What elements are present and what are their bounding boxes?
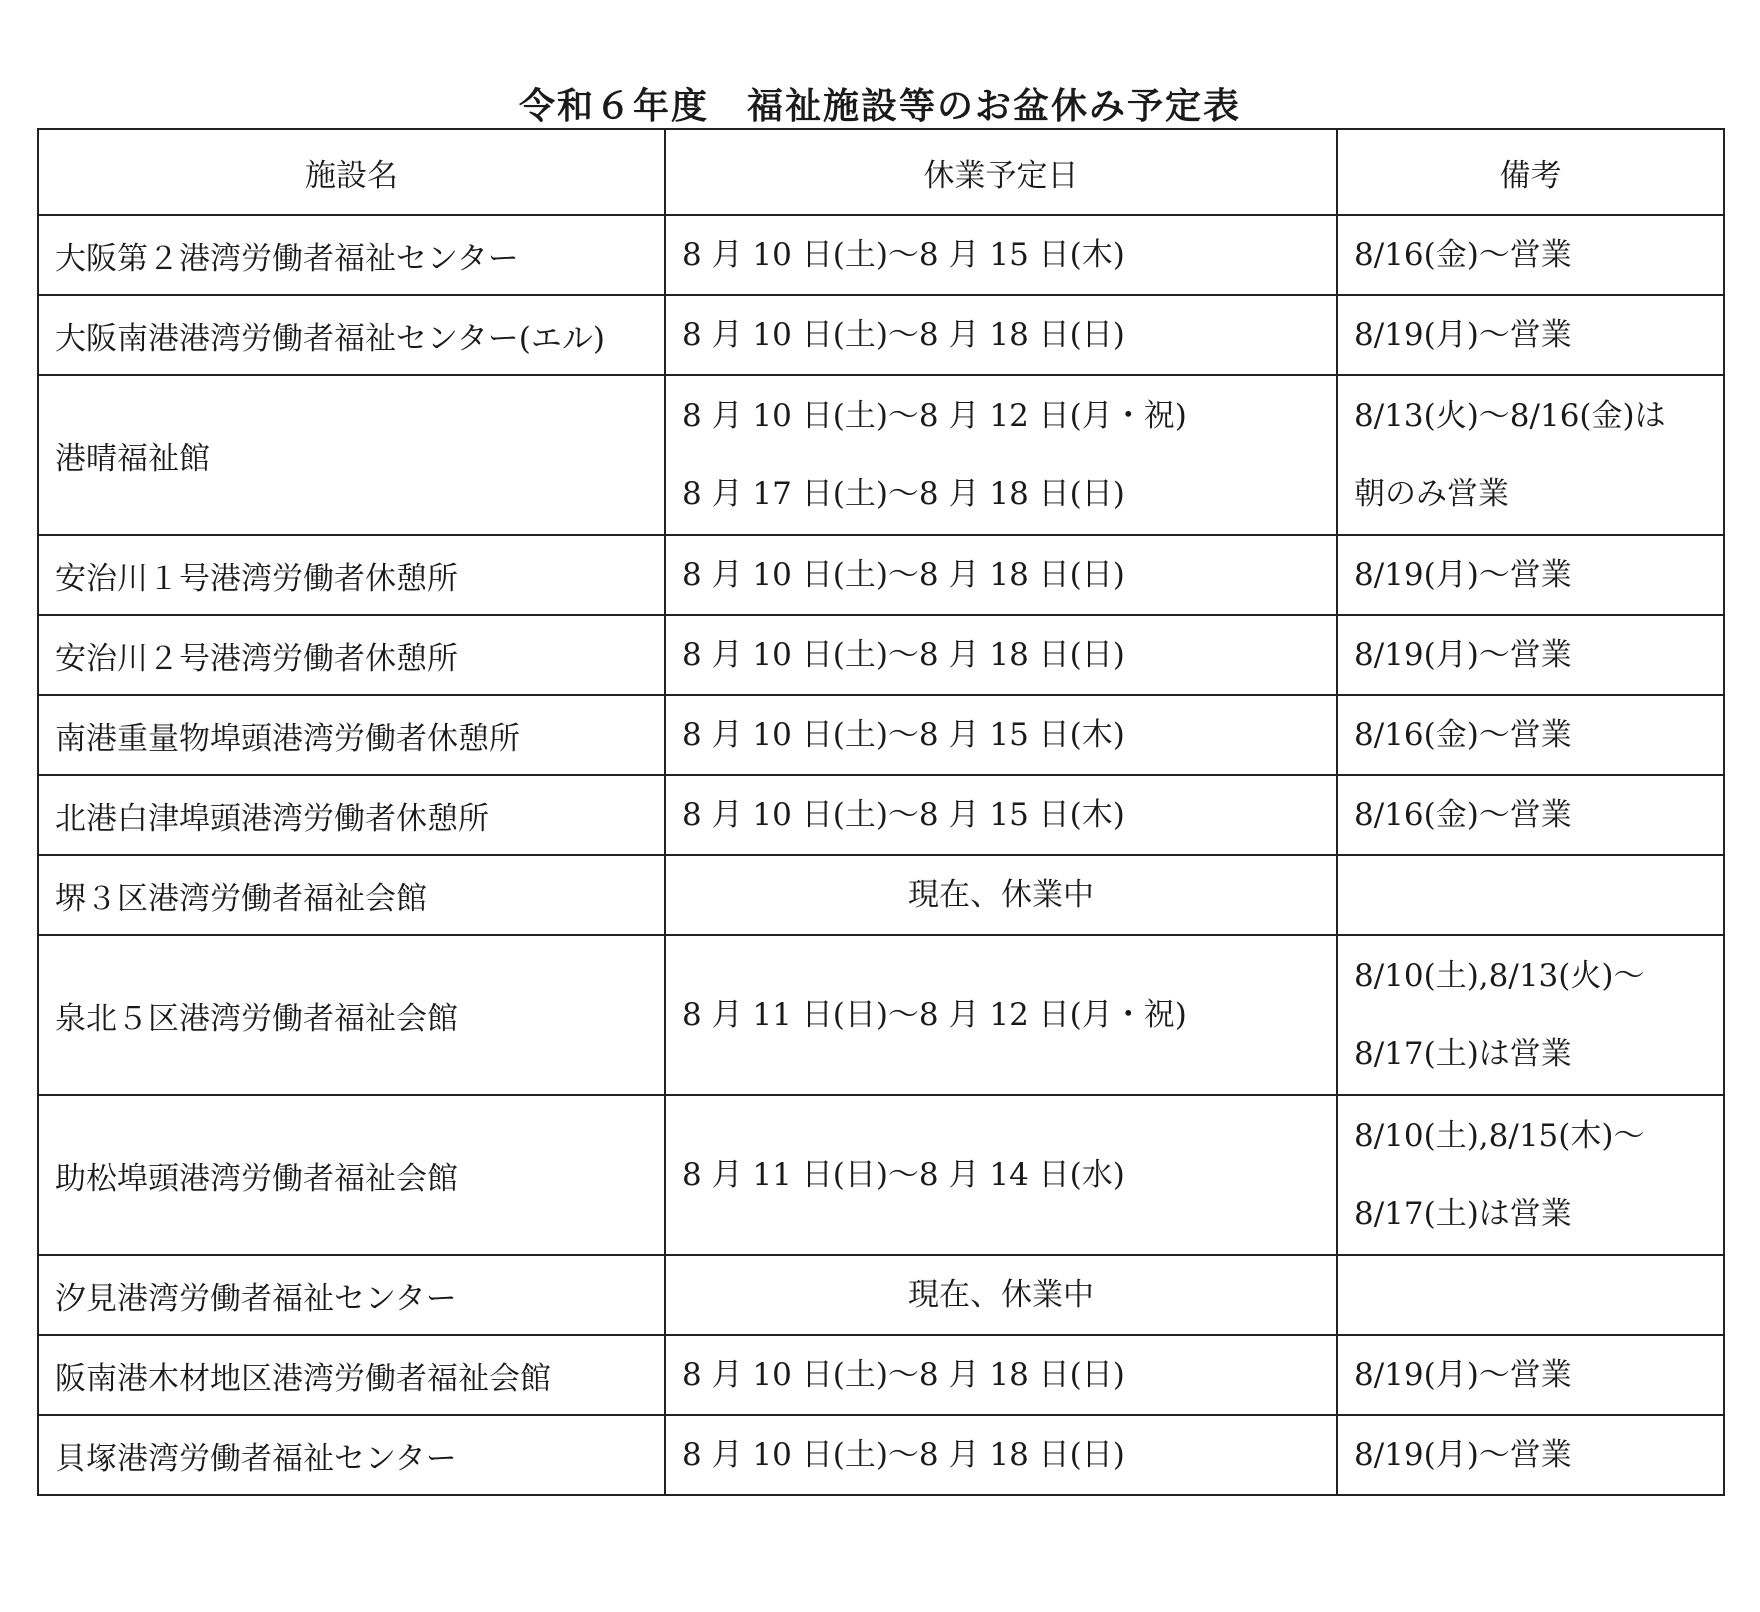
table-row xyxy=(38,855,1724,935)
closed-dates-cell xyxy=(665,1415,1337,1495)
closed-dates-cell xyxy=(665,775,1337,855)
facility-name: 汐見港湾労働者福祉センター xyxy=(38,1255,665,1335)
remarks-cell xyxy=(1337,1095,1724,1255)
remark-line: 8/10(土),8/13(火)～ xyxy=(1354,958,1645,994)
facility-name: 泉北５区港湾労働者福祉会館 xyxy=(38,935,665,1095)
remark-line: 8/19(月)～営業 xyxy=(1354,317,1572,353)
closed-dates-cell xyxy=(665,935,1337,1095)
remarks-cell xyxy=(1337,935,1724,1095)
table-row xyxy=(38,1095,1724,1255)
closed-date-line: 8 月 10 日(土)～8 月 18 日(日) xyxy=(682,1437,1125,1473)
table-row xyxy=(38,775,1724,855)
closed-dates-cell xyxy=(665,215,1337,295)
table-row xyxy=(38,375,1724,535)
facility-name: 南港重量物埠頭港湾労働者休憩所 xyxy=(38,695,665,775)
closed-date-line: 8 月 17 日(土)～8 月 18 日(日) xyxy=(682,476,1125,512)
table-row xyxy=(38,215,1724,295)
remark-line: 朝のみ営業 xyxy=(1354,476,1509,512)
remarks-cell xyxy=(1337,855,1724,935)
table-row xyxy=(38,935,1724,1095)
remarks-cell xyxy=(1337,215,1724,295)
closed-date-line: 8 月 10 日(土)～8 月 18 日(日) xyxy=(682,1357,1125,1393)
remarks-cell xyxy=(1337,1255,1724,1335)
remarks-cell xyxy=(1337,775,1724,855)
closed-dates-cell xyxy=(665,535,1337,615)
closed-dates-cell xyxy=(665,375,1337,535)
remarks-cell xyxy=(1337,615,1724,695)
facility-name: 安治川１号港湾労働者休憩所 xyxy=(38,535,665,615)
table-row xyxy=(38,695,1724,775)
remarks-cell xyxy=(1337,1335,1724,1415)
remark-line: 8/19(月)～営業 xyxy=(1354,1357,1572,1393)
remarks-cell xyxy=(1337,295,1724,375)
table-header-row xyxy=(38,129,1724,215)
facility-name: 北港白津埠頭港湾労働者休憩所 xyxy=(38,775,665,855)
closed-date-line: 8 月 10 日(土)～8 月 15 日(木) xyxy=(682,237,1125,273)
closed-date-line: 8 月 10 日(土)～8 月 15 日(木) xyxy=(682,717,1125,753)
closed-date-line: 8 月 11 日(日)～8 月 14 日(水) xyxy=(682,1157,1125,1193)
remarks-cell xyxy=(1337,375,1724,535)
facility-name: 大阪南港港湾労働者福祉センター(エル) xyxy=(38,295,665,375)
closed-dates-cell xyxy=(665,295,1337,375)
facility-name: 阪南港木材地区港湾労働者福祉会館 xyxy=(38,1335,665,1415)
closed-date-line: 現在、休業中 xyxy=(908,1277,1094,1313)
closed-date-line: 8 月 10 日(土)～8 月 18 日(日) xyxy=(682,557,1125,593)
closed-dates-cell xyxy=(665,1255,1337,1335)
table-row xyxy=(38,1255,1724,1335)
remarks-cell xyxy=(1337,535,1724,615)
document-title: 令和６年度 福祉施設等のお盆休み予定表 xyxy=(518,85,1241,127)
table-row xyxy=(38,1415,1724,1495)
closed-date-line: 8 月 11 日(日)～8 月 12 日(月・祝) xyxy=(682,997,1187,1033)
remark-line: 8/17(土)は営業 xyxy=(1354,1036,1572,1072)
remark-line: 8/10(土),8/15(木)～ xyxy=(1354,1118,1645,1154)
table-row xyxy=(38,615,1724,695)
remark-line: 8/16(金)～営業 xyxy=(1354,797,1572,833)
header-closed-dates: 休業予定日 xyxy=(665,129,1337,215)
remark-line: 8/19(月)～営業 xyxy=(1354,557,1572,593)
remarks-cell xyxy=(1337,695,1724,775)
facility-name: 助松埠頭港湾労働者福祉会館 xyxy=(38,1095,665,1255)
facility-name: 堺３区港湾労働者福祉会館 xyxy=(38,855,665,935)
closed-date-line: 8 月 10 日(土)～8 月 18 日(日) xyxy=(682,317,1125,353)
table-row xyxy=(38,1335,1724,1415)
closed-dates-cell xyxy=(665,615,1337,695)
remark-line: 8/13(火)～8/16(金)は xyxy=(1354,398,1666,434)
closed-date-line: 8 月 10 日(土)～8 月 12 日(月・祝) xyxy=(682,398,1187,434)
remarks-cell xyxy=(1337,1415,1724,1495)
remark-line: 8/19(月)～営業 xyxy=(1354,1437,1572,1473)
remark-line: 8/16(金)～営業 xyxy=(1354,237,1572,273)
header-remarks: 備考 xyxy=(1337,129,1724,215)
closed-date-line: 現在、休業中 xyxy=(908,877,1094,913)
facility-name: 安治川２号港湾労働者休憩所 xyxy=(38,615,665,695)
facility-name: 港晴福祉館 xyxy=(38,375,665,535)
facility-name: 貝塚港湾労働者福祉センター xyxy=(38,1415,665,1495)
remark-line: 8/16(金)～営業 xyxy=(1354,717,1572,753)
table-body xyxy=(38,215,1724,1495)
holiday-schedule-table xyxy=(37,128,1725,1496)
closed-date-line: 8 月 10 日(土)～8 月 15 日(木) xyxy=(682,797,1125,833)
closed-dates-cell xyxy=(665,855,1337,935)
table-row xyxy=(38,295,1724,375)
closed-dates-cell xyxy=(665,1095,1337,1255)
header-facility: 施設名 xyxy=(38,129,665,215)
facility-name: 大阪第２港湾労働者福祉センター xyxy=(38,215,665,295)
remark-line: 8/17(土)は営業 xyxy=(1354,1196,1572,1232)
closed-date-line: 8 月 10 日(土)～8 月 18 日(日) xyxy=(682,637,1125,673)
table-row xyxy=(38,535,1724,615)
closed-dates-cell xyxy=(665,1335,1337,1415)
remark-line: 8/19(月)～営業 xyxy=(1354,637,1572,673)
closed-dates-cell xyxy=(665,695,1337,775)
